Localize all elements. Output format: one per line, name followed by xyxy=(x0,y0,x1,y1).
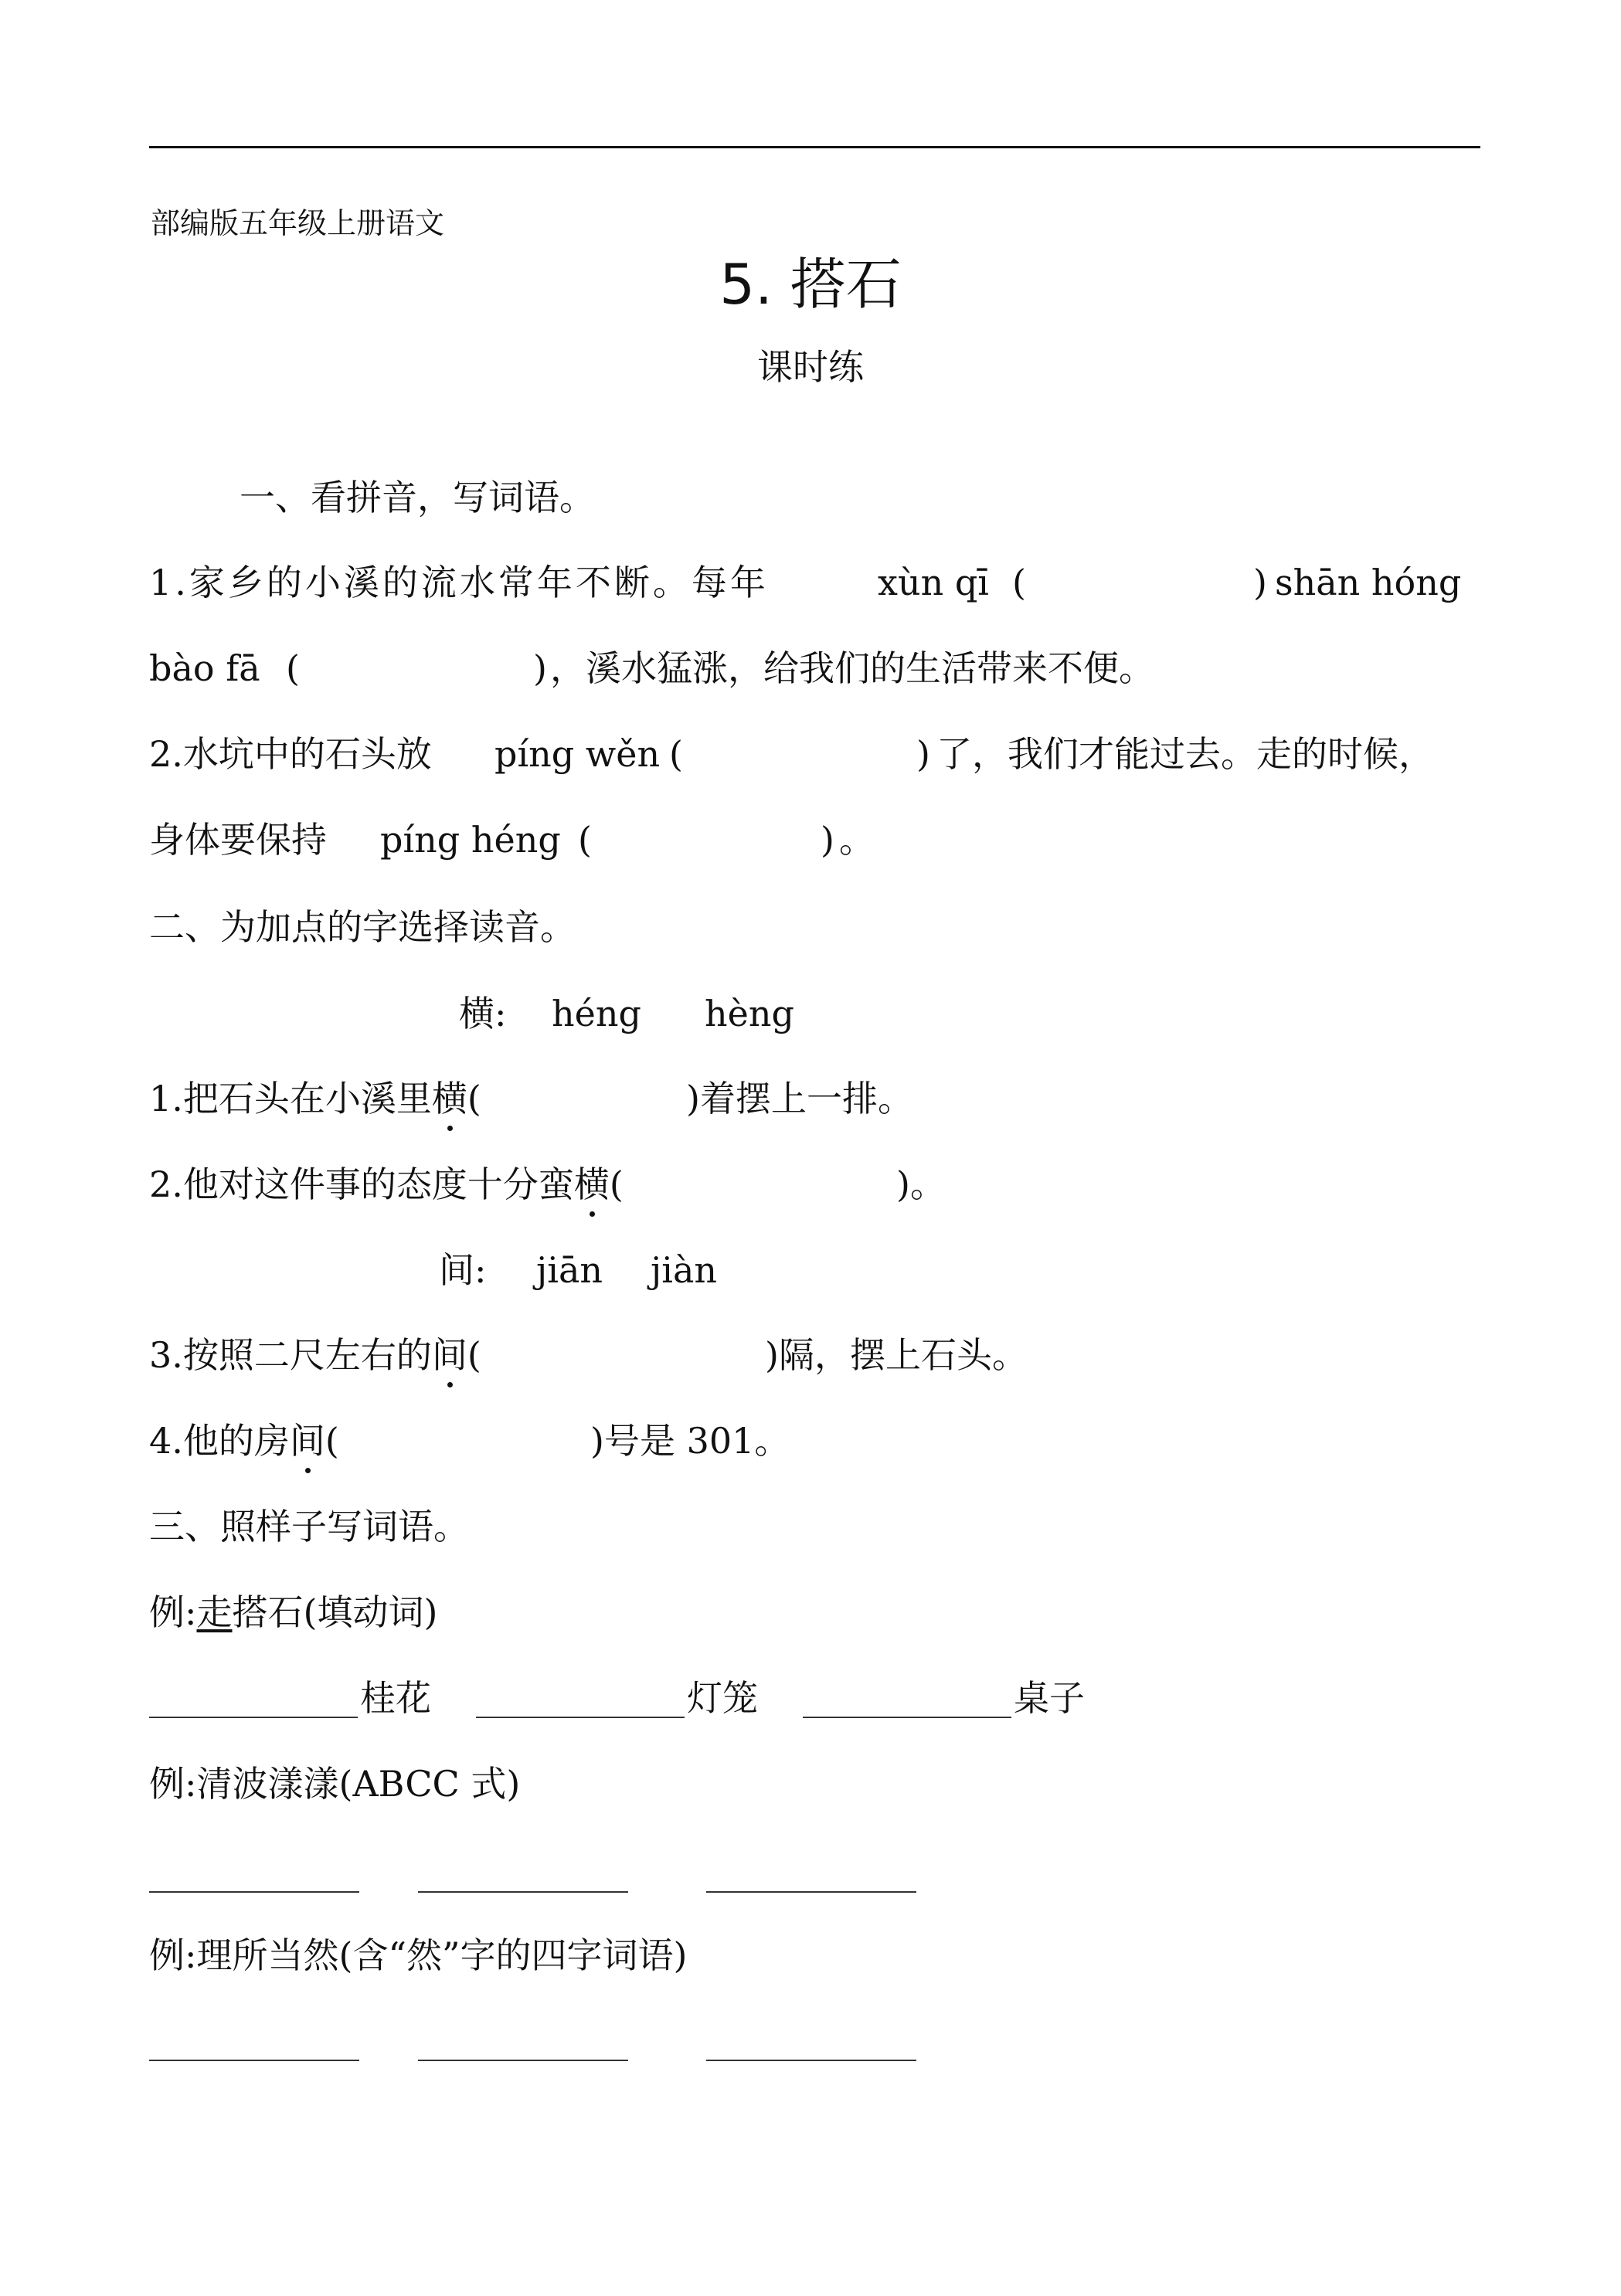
answer-blank[interactable] xyxy=(706,2060,916,2061)
option: jiān xyxy=(536,1249,603,1291)
dotted-char: 横 xyxy=(574,1161,610,1207)
option: hèng xyxy=(705,993,794,1034)
example-3: 例:理所当然(含“然”字的四字词语) xyxy=(149,1934,688,1976)
section1-heading: 一、看拼音，写词语。 xyxy=(240,477,595,518)
section2-heading: 二、为加点的字选择读音。 xyxy=(149,906,576,948)
option: jiàn xyxy=(651,1249,718,1291)
q-text: 水坑中的石头放 xyxy=(182,733,432,775)
q-text: 。 xyxy=(839,819,875,861)
answer-blank[interactable] xyxy=(149,1717,358,1718)
section3-heading: 三、照样子写词语。 xyxy=(149,1506,469,1547)
answer-blank[interactable] xyxy=(149,2060,359,2061)
answer-blank[interactable] xyxy=(149,1891,359,1893)
answer-blank[interactable] xyxy=(418,2060,628,2061)
target-char: 横: xyxy=(459,993,507,1034)
pinyin: xùn qī xyxy=(878,562,989,603)
q-text: 身体要保持 xyxy=(149,819,327,861)
q-text: 了，我们才能过去。走的时候， xyxy=(936,733,1434,775)
answer-blank[interactable] xyxy=(803,1717,1011,1718)
pinyin: bào fā xyxy=(149,647,260,689)
example-2: 例:清波漾漾(ABCC 式) xyxy=(149,1763,521,1805)
pinyin: píng wěn xyxy=(494,733,661,775)
page-subtitle: 课时练 xyxy=(757,346,864,388)
word: 桌子 xyxy=(1014,1677,1085,1719)
dotted-char: 间 xyxy=(432,1332,467,1378)
header-tag: 部编版五年级上册语文 xyxy=(151,206,445,240)
q-number: 1. xyxy=(149,562,189,603)
header-rule xyxy=(149,146,1480,148)
example-1: 例:走搭石(填动词) xyxy=(149,1591,438,1633)
target-char: 间: xyxy=(439,1249,487,1291)
answer-blank[interactable] xyxy=(706,1891,916,1893)
underlined-char: 走 xyxy=(196,1591,233,1633)
q-text: 家乡的小溪的流水常年不断。每年 xyxy=(189,562,769,603)
word: 桂花 xyxy=(360,1677,431,1719)
answer-blank[interactable] xyxy=(418,1891,628,1893)
word: 灯笼 xyxy=(687,1677,758,1719)
page-title: 5. 搭石 xyxy=(719,252,902,317)
q-text: ，溪水猛涨，给我们的生活带来不便。 xyxy=(550,647,1154,689)
dotted-char: 横 xyxy=(432,1075,467,1122)
dotted-char: 间 xyxy=(290,1418,325,1464)
pinyin: píng héng xyxy=(380,819,561,861)
option: héng xyxy=(552,993,641,1034)
pinyin: shān hóng xyxy=(1275,562,1462,603)
answer-blank[interactable] xyxy=(476,1717,685,1718)
q-number: 2. xyxy=(149,733,183,775)
